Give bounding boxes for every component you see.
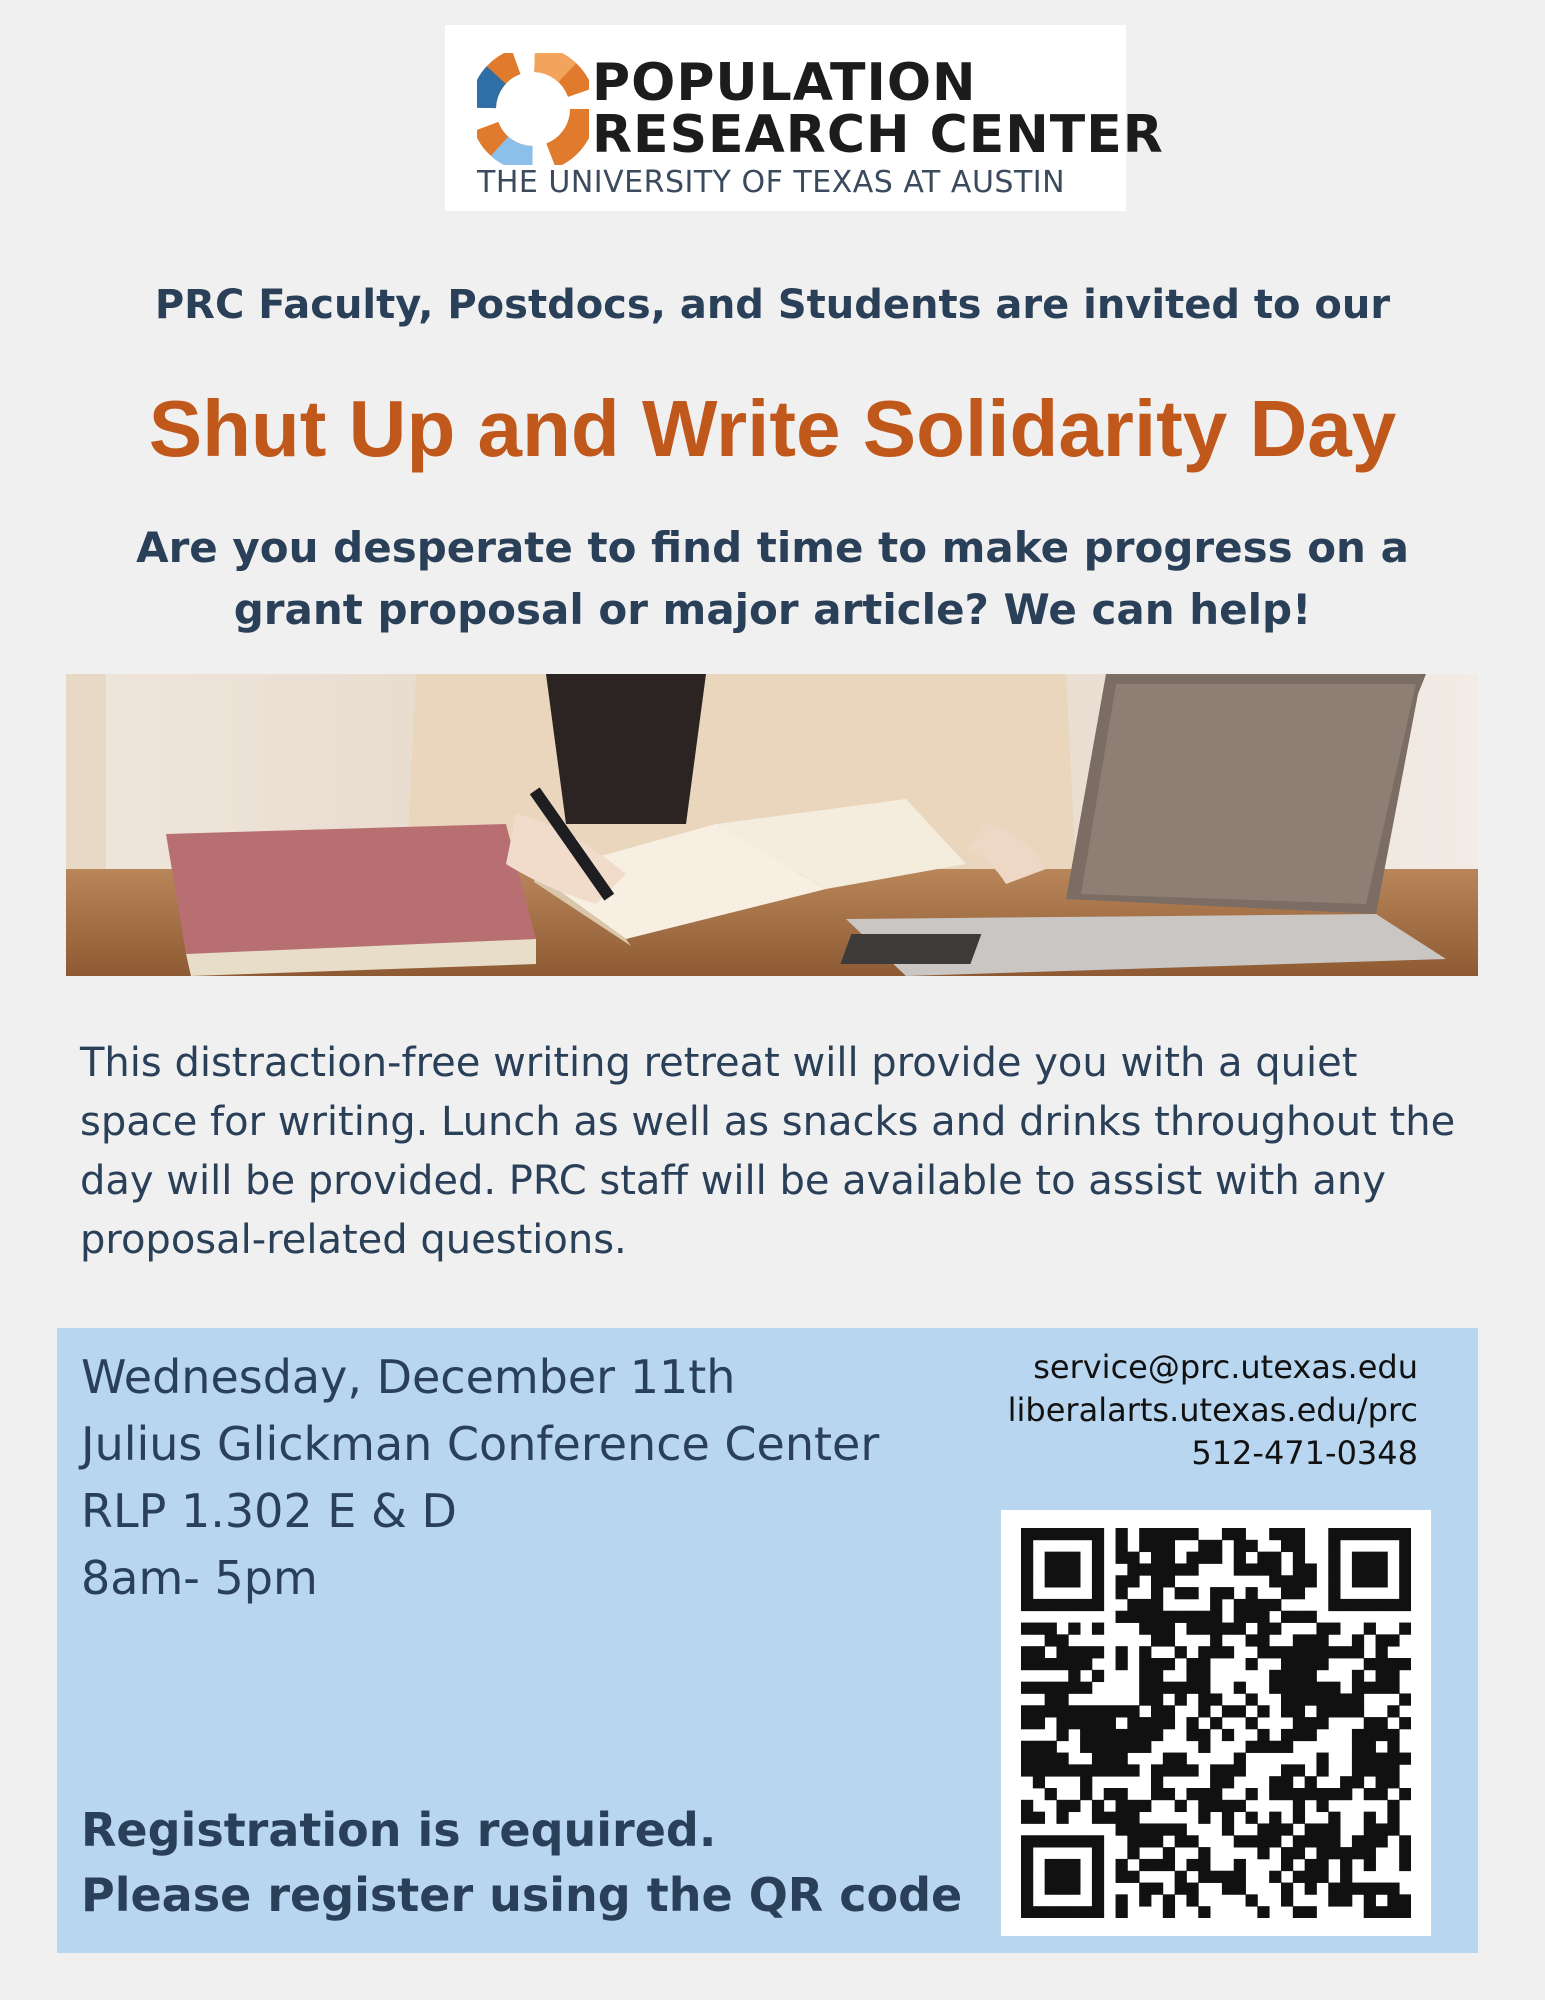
event-description: This distraction-free writing retreat will provide you with a quiet space for writing. Lunch as well as snacks and drinks throughout the day will be provided. PRC staff will be available to assist with any proposal-related questions. — [80, 1040, 1456, 1263]
logo-line-university: THE UNIVERSITY OF TEXAS AT AUSTIN — [477, 165, 1066, 200]
event-date: Wednesday, December 11th — [81, 1350, 736, 1404]
event-time: 8am- 5pm — [81, 1551, 318, 1605]
contact-website[interactable]: liberalarts.utexas.edu/prc — [1007, 1391, 1418, 1429]
invite-heading: PRC Faculty, Postdocs, and Students are invited to our — [154, 282, 1391, 328]
event-details — [81, 1344, 879, 1612]
writing-photo-illustration — [66, 674, 1478, 976]
question-line-1: Are you desperate to find time to make progress on a — [136, 523, 1409, 572]
registration-notice — [81, 1798, 962, 1928]
registration-qr-code[interactable] — [1001, 1510, 1431, 1936]
question-subheading — [100, 517, 1445, 641]
event-info-panel — [57, 1328, 1478, 1953]
event-venue: Julius Glickman Conference Center — [81, 1417, 880, 1471]
writing-photo — [66, 674, 1478, 976]
logo-line-population: POPULATION — [592, 53, 977, 113]
question-line-2: grant proposal or major article? We can help! — [233, 585, 1312, 634]
event-title: Shut Up and Write Solidarity Day — [148, 384, 1397, 473]
registration-line-2: Please register using the QR code — [81, 1868, 963, 1922]
contact-info — [1008, 1346, 1418, 1475]
event-room: RLP 1.302 E & D — [81, 1484, 457, 1538]
prc-logo-mark-icon — [477, 53, 589, 165]
contact-email[interactable]: service@prc.utexas.edu — [1033, 1348, 1418, 1386]
prc-logo — [445, 25, 1164, 211]
contact-phone: 512-471-0348 — [1191, 1434, 1418, 1472]
registration-line-1: Registration is required. — [81, 1803, 717, 1857]
qr-code-icon — [1021, 1528, 1411, 1918]
logo-line-research-center: RESEARCH CENTER — [592, 105, 1164, 165]
